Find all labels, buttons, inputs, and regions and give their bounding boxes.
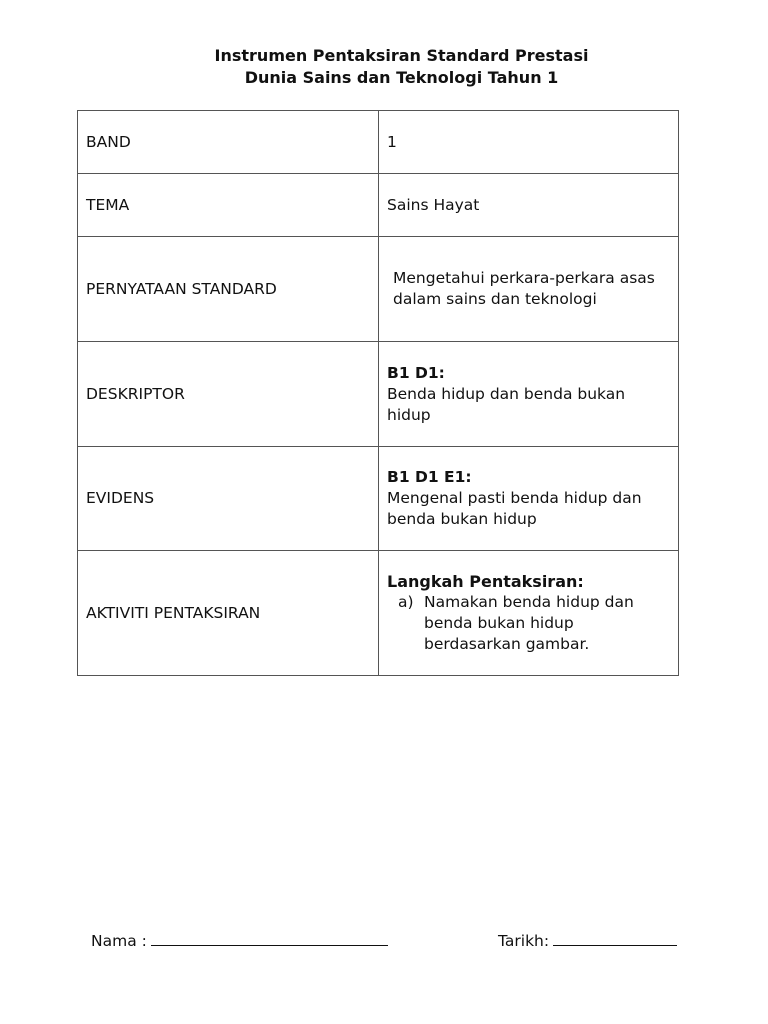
evidens-value: Mengenal pasti benda hidup dan benda bukan hidup <box>387 489 642 528</box>
deskriptor-label: DESKRIPTOR <box>78 342 379 447</box>
table-row-deskriptor <box>78 342 679 447</box>
band-value: 1 <box>379 111 679 174</box>
document-title <box>0 45 768 89</box>
pernyataan-label: PERNYATAAN STANDARD <box>78 237 379 342</box>
assessment-table <box>77 110 679 676</box>
evidens-cell <box>379 447 679 551</box>
nama-blank-line[interactable] <box>151 930 388 946</box>
step-text: Namakan benda hidup dan benda bukan hidup berdasarkan gambar. <box>424 593 634 653</box>
evidens-code: B1 D1 E1: <box>387 468 472 486</box>
pernyataan-cell <box>379 237 679 342</box>
evidens-label: EVIDENS <box>78 447 379 551</box>
table-row-aktiviti <box>78 551 679 676</box>
tema-label: TEMA <box>78 174 379 237</box>
deskriptor-code: B1 D1: <box>387 363 445 382</box>
pernyataan-value: Mengetahui perkara-perkara asas dalam sains dan teknologi <box>393 269 655 308</box>
nama-field <box>91 930 388 950</box>
nama-label: Nama : <box>91 932 147 950</box>
tarikh-field <box>498 930 677 950</box>
table-row-tema <box>78 174 679 237</box>
table-row-evidens <box>78 447 679 551</box>
aktiviti-step <box>387 592 670 655</box>
deskriptor-value: Benda hidup dan benda bukan hidup <box>387 384 626 424</box>
aktiviti-label: AKTIVITI PENTAKSIRAN <box>78 551 379 676</box>
title-line-1: Instrumen Pentaksiran Standard Prestasi <box>214 46 589 65</box>
aktiviti-heading: Langkah Pentaksiran: <box>387 572 584 591</box>
tarikh-label: Tarikh: <box>498 932 550 950</box>
deskriptor-cell <box>379 342 679 447</box>
tema-value: Sains Hayat <box>379 174 679 237</box>
aktiviti-cell <box>379 551 679 676</box>
table-row-pernyataan <box>78 237 679 342</box>
band-label: BAND <box>78 111 379 174</box>
title-line-2: Dunia Sains dan Teknologi Tahun 1 <box>244 68 559 87</box>
step-marker: a) <box>398 593 414 611</box>
table-row-band <box>78 111 679 174</box>
tarikh-blank-line[interactable] <box>553 930 677 946</box>
